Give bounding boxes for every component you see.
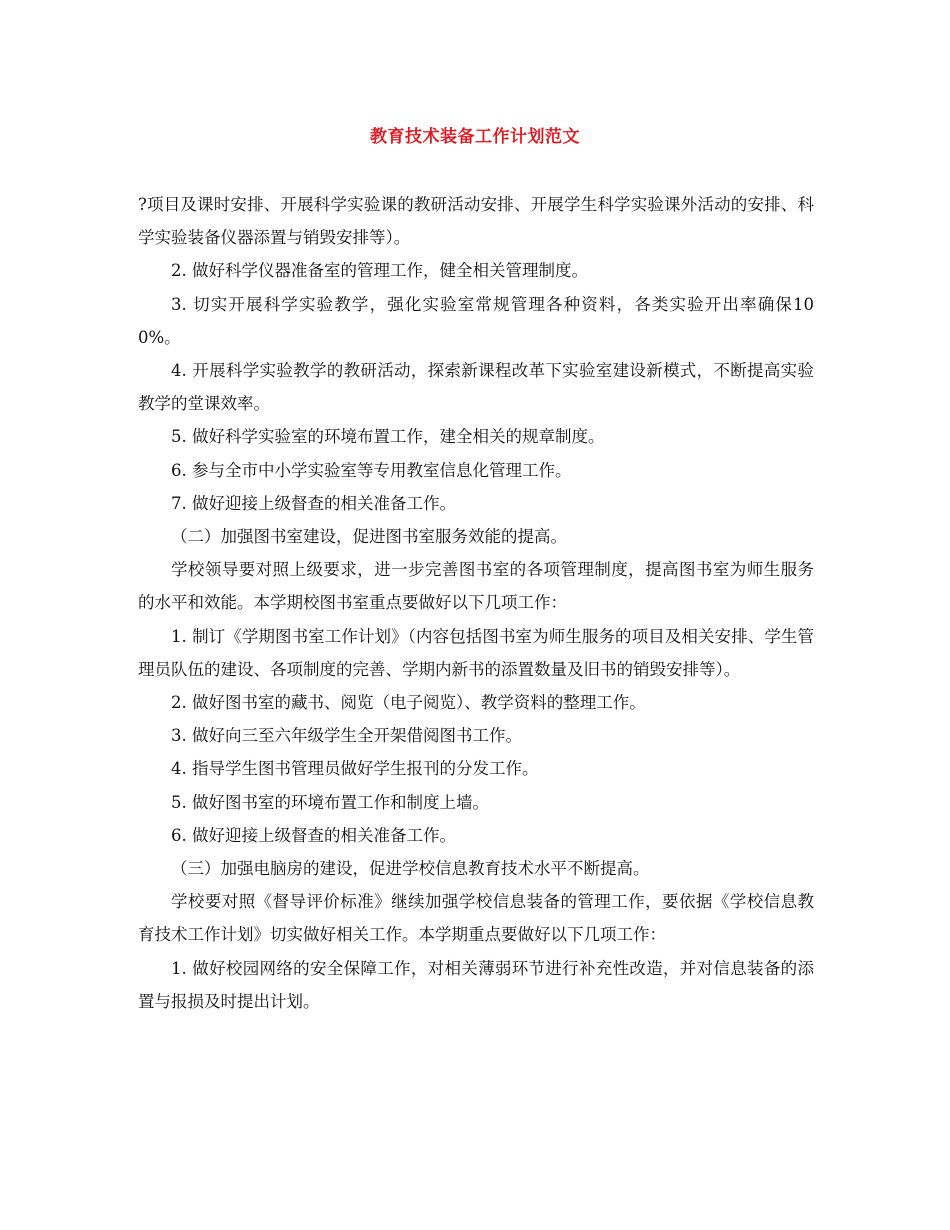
paragraph: 1. 制订《学期图书室工作计划》（内容包括图书室为师生服务的项目及相关安排、学生管理员队伍的建设、各项制度的完善、学期内新书的添置数量及旧书的销毁安排等）。 — [138, 626, 814, 679]
paragraph: 4. 开展科学实验教学的教研活动，探索新课程改革下实验室建设新模式，不断提高实验教学的堂课效率。 — [138, 361, 814, 414]
section-heading: （二）加强图书室建设，促进图书室服务效能的提高。 — [171, 527, 567, 547]
paragraph: 3. 做好向三至六年级学生全开架借阅图书工作。 — [171, 726, 522, 746]
paragraph: 5. 做好图书室的环境布置工作和制度上墙。 — [171, 792, 489, 812]
paragraph: ?项目及课时安排、开展科学实验课的教研活动安排、开展学生科学实验课外活动的安排、科学实验装备仪器添置与销毁安排等）。 — [138, 195, 814, 248]
paragraph: 学校领导要对照上级要求，进一步完善图书室的各项管理制度，提高图书室为师生服务的水平和效能。本学期校图书室重点要做好以下几项工作： — [138, 560, 814, 613]
paragraph: 学校要对照《督导评价标准》继续加强学校信息装备的管理工作，要依据《学校信息教育技术工作计划》切实做好相关工作。本学期重点要做好以下几项工作： — [138, 892, 814, 945]
paragraph: 2. 做好科学仪器准备室的管理工作，健全相关管理制度。 — [171, 261, 588, 281]
paragraph: 3. 切实开展科学实验教学，强化实验室常规管理各种资料，各类实验开出率确保100%。 — [138, 294, 814, 347]
document-title: 教育技术装备工作计划范文 — [370, 127, 580, 147]
paragraph: 6. 参与全市中小学实验室等专用教室信息化管理工作。 — [171, 460, 572, 480]
paragraph: 2. 做好图书室的藏书、阅览（电子阅览）、教学资料的整理工作。 — [171, 693, 646, 713]
paragraph: 7. 做好迎接上级督查的相关准备工作。 — [171, 493, 456, 513]
paragraph: 1. 做好校园网络的安全保障工作，对相关薄弱环节进行补充性改造，并对信息装备的添置与报损及时提出计划。 — [138, 958, 814, 1011]
paragraph: 6. 做好迎接上级督查的相关准备工作。 — [171, 825, 456, 845]
paragraph: 5. 做好科学实验室的环境布置工作，建全相关的规章制度。 — [171, 427, 605, 447]
paragraph: 4. 指导学生图书管理员做好学生报刊的分发工作。 — [171, 759, 539, 779]
document-body — [138, 188, 814, 1018]
section-heading: （三）加强电脑房的建设，促进学校信息教育技术水平不断提高。 — [171, 859, 650, 879]
